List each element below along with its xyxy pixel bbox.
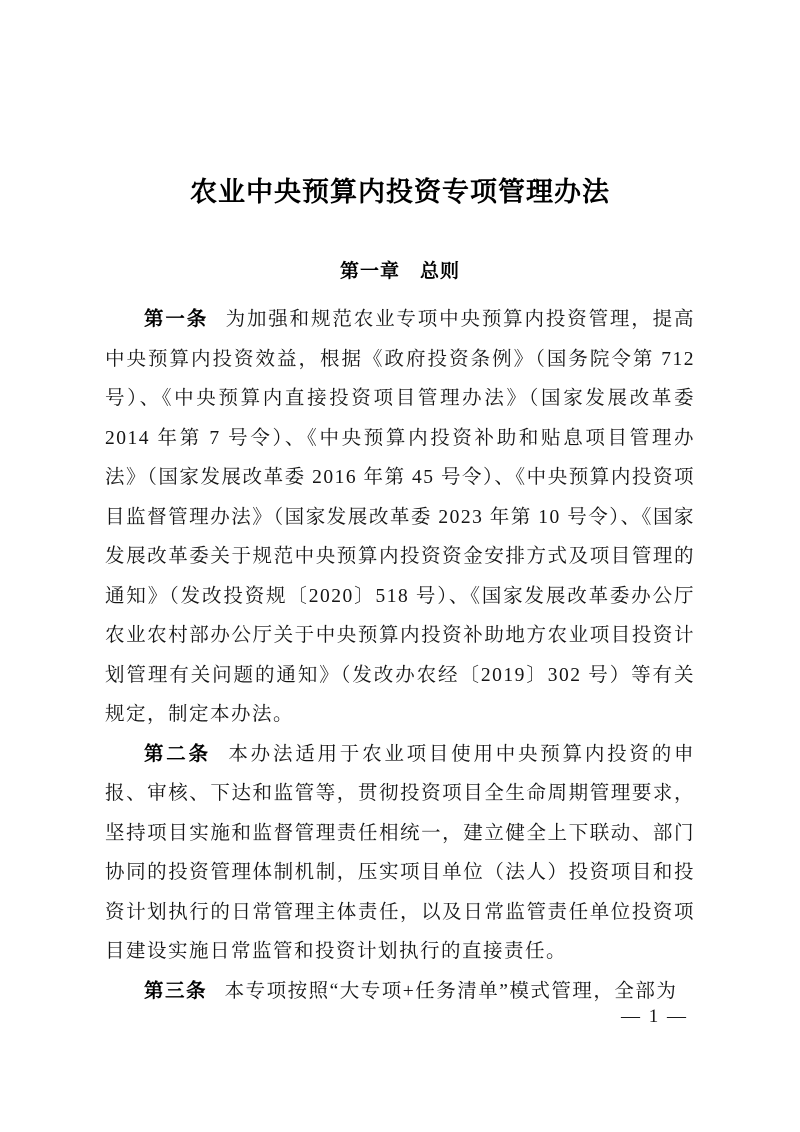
- chapter-heading: 第一章 总则: [339, 261, 460, 282]
- article-2-text: 本办法适用于农业项目使用中央预算内投资的申报、审核、下达和监管等，贯彻投资项目全生命周期管理要求，坚持项目实施和监督管理责任相统一，建立健全上下联动、部门协同的投资管理体制机制，压实项目单位（法人）投资项目和投资计划执行的日常管理主体责任，以及日常监管责任单位投资项目建设实施日常监管和投资计划执行的直接责任。: [105, 743, 695, 962]
- article-1-text: 为加强和规范农业专项中央预算内投资管理，提高中央预算内投资效益，根据《政府投资条例》（国务院令第 712 号）、《中央预算内直接投资项目管理办法》（国家发展改革委 2014 年第 7 号令）、《中央预算内投资补助和贴息项目管理办法》（国家发展改革委 2016 年第 45 号令）、《中央预算内投资项目监督管理办法》（国家发展改革委 2023 年第 10 号令）、《国家发展改革委关于规范中央预算内投资资金安排方式及项目管理的通知》（发改投资规〔2020〕518 号）、《国家发展改革委办公厅 农业农村部办公厅关于中央预算内投资补助地方农业项目投资计划管理有关问题的通知》（发改办农经〔2019〕302 号）等有关规定，制定本办法。: [105, 309, 717, 725]
- article-3-text: 本专项按照“大专项+任务清单”模式管理，全部为: [224, 980, 678, 1002]
- article-paragraph-3: [105, 972, 695, 1012]
- article-3-label: 第三条: [144, 979, 208, 1002]
- document-title: 农业中央预算内投资专项管理办法: [190, 177, 610, 207]
- article-2-label: 第二条: [144, 742, 211, 765]
- page-number: — 1 —: [621, 1006, 688, 1027]
- article-paragraph-2: [105, 735, 695, 972]
- article-paragraph-1: [105, 300, 717, 735]
- article-1-label: 第一条: [144, 308, 209, 330]
- document-body: [105, 300, 717, 1011]
